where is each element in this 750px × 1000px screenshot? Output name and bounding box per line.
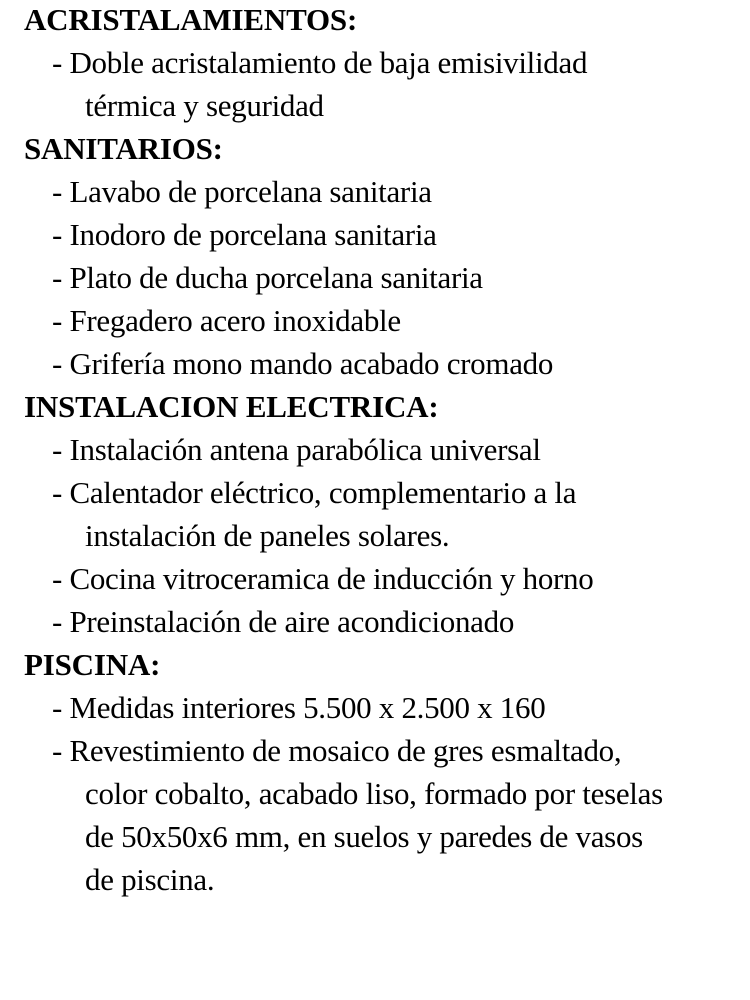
list-item-aire-acondicionado: - Preinstalación de aire acondicionado [52,604,515,639]
list-item-calentador: - Calentador eléctrico, complementario a la [52,475,577,510]
list-item-continuation: térmica y seguridad [85,88,324,123]
list-item-inodoro: - Inodoro de porcelana sanitaria [52,217,437,252]
list-item-continuation: de piscina. [85,862,215,897]
list-item-griferia: - Grifería mono mando acabado cromado [52,346,554,381]
list-item-continuation: color cobalto, acabado liso, formado por teselas [85,776,663,811]
list-item-continuation: instalación de paneles solares. [85,518,450,553]
section-heading-instalacion-electrica: INSTALACION ELECTRICA: [24,389,439,424]
list-item-revestimiento: - Revestimiento de mosaico de gres esmaltado, [52,733,622,768]
section-heading-sanitarios: SANITARIOS: [24,131,223,166]
list-item-doble-acristalamiento: - Doble acristalamiento de baja emisivilidad [52,45,588,80]
list-item-continuation: de 50x50x6 mm, en suelos y paredes de vasos [85,819,643,854]
section-heading-acristalamientos: ACRISTALAMIENTOS: [24,2,358,37]
list-item-cocina: - Cocina vitroceramica de inducción y horno [52,561,594,596]
list-item-medidas: - Medidas interiores 5.500 x 2.500 x 160 [52,690,546,725]
section-heading-piscina: PISCINA: [24,647,161,682]
list-item-fregadero: - Fregadero acero inoxidable [52,303,401,338]
list-item-antena: - Instalación antena parabólica universal [52,432,541,467]
list-item-plato-ducha: - Plato de ducha porcelana sanitaria [52,260,483,295]
list-item-lavabo: - Lavabo de porcelana sanitaria [52,174,432,209]
